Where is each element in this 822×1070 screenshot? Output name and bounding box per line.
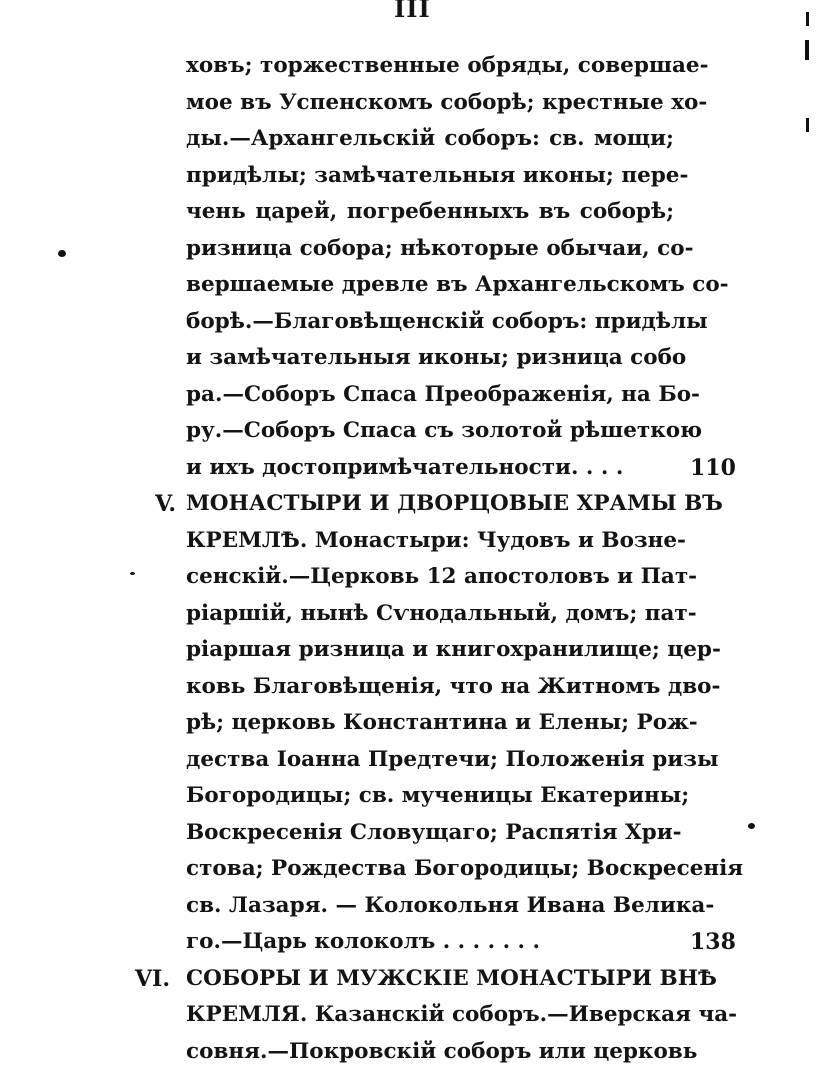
text-line: борѣ.—Благовѣщенскій соборъ: придѣлы [186,308,708,334]
section-numeral-v: V. [155,491,176,517]
ink-spot [130,572,135,575]
edge-mark [806,12,809,26]
text-line: ризница собора; нѣкоторые обычаи, со- [186,235,694,261]
text-line: Богородицы; св. мученицы Екатерины; [186,783,690,808]
edge-mark [806,118,809,132]
text-line: ды.—Архангельскій соборъ: св. мощи; [186,126,674,151]
text-line: сенскій.—Церковь 12 апостоловъ и Пат- [186,564,698,589]
text-line: придѣлы; замѣчательныя иконы; пере- [186,162,689,188]
text-line: дества Іоанна Предтечи; Положенія ризы [186,746,719,772]
text-line: рѣ; церковь Константина и Елены; Рож- [186,710,698,735]
text-line: ріаршій, нынѣ Сѵнодальный, домъ; пат- [186,600,697,626]
text-line: СОБОРЫ И МУЖСКІЕ МОНАСТЫРИ ВНѢ [186,965,717,991]
text-line: чень царей, погребенныхъ въ соборѣ; [186,199,674,224]
text-line: МОНАСТЫРИ И ДВОРЦОВЫЕ ХРАМЫ ВЪ [186,491,723,516]
edge-mark [805,40,809,60]
text-line: совня.—Покровскій соборъ или церковь [186,1038,698,1064]
page-ref-110: 110 [690,454,736,481]
section-numeral-vi: VI. [134,965,170,992]
page-number: III [394,0,431,23]
text-line: вершаемые древле въ Архангельскомъ со- [186,272,729,297]
text-line: Воскресенія Словущаго; Распятія Хри- [186,819,682,845]
text-line: ріаршая ризница и книгохранилище; цер- [186,637,721,662]
ink-spot [748,823,755,829]
text-line: КРЕМЛѢ. Монастыри: Чудовъ и Возне- [186,527,686,553]
text-line: го.—Царь колоколъ . . . . . . . [186,929,540,954]
text-line: стова; Рождества Богородицы; Воскресенія [186,856,744,881]
page-ref-138: 138 [690,929,736,955]
ink-spot [58,250,66,257]
text-line: ковь Благовѣщенія, что на Житномъ дво- [186,673,721,699]
text-line: и замѣчательныя иконы; ризница собо [186,345,687,370]
text-line: ра.—Соборъ Спаса Преображенія, на Бо- [186,381,700,407]
text-line: мое въ Успенскомъ соборѣ; крестные хо- [186,89,708,115]
text-line: ховъ; торжественные обряды, совершае- [186,53,709,78]
text-line: КРЕМЛЯ. Казанскій соборъ.—Иверская ча- [186,1002,738,1027]
text-line: и ихъ достопримѣчательности. . . . [186,454,624,480]
text-line: св. Лазаря. — Колокольня Ивана Велика- [186,892,715,918]
text-line: ру.—Соборъ Спаса съ золотой рѣшеткою [186,418,703,443]
